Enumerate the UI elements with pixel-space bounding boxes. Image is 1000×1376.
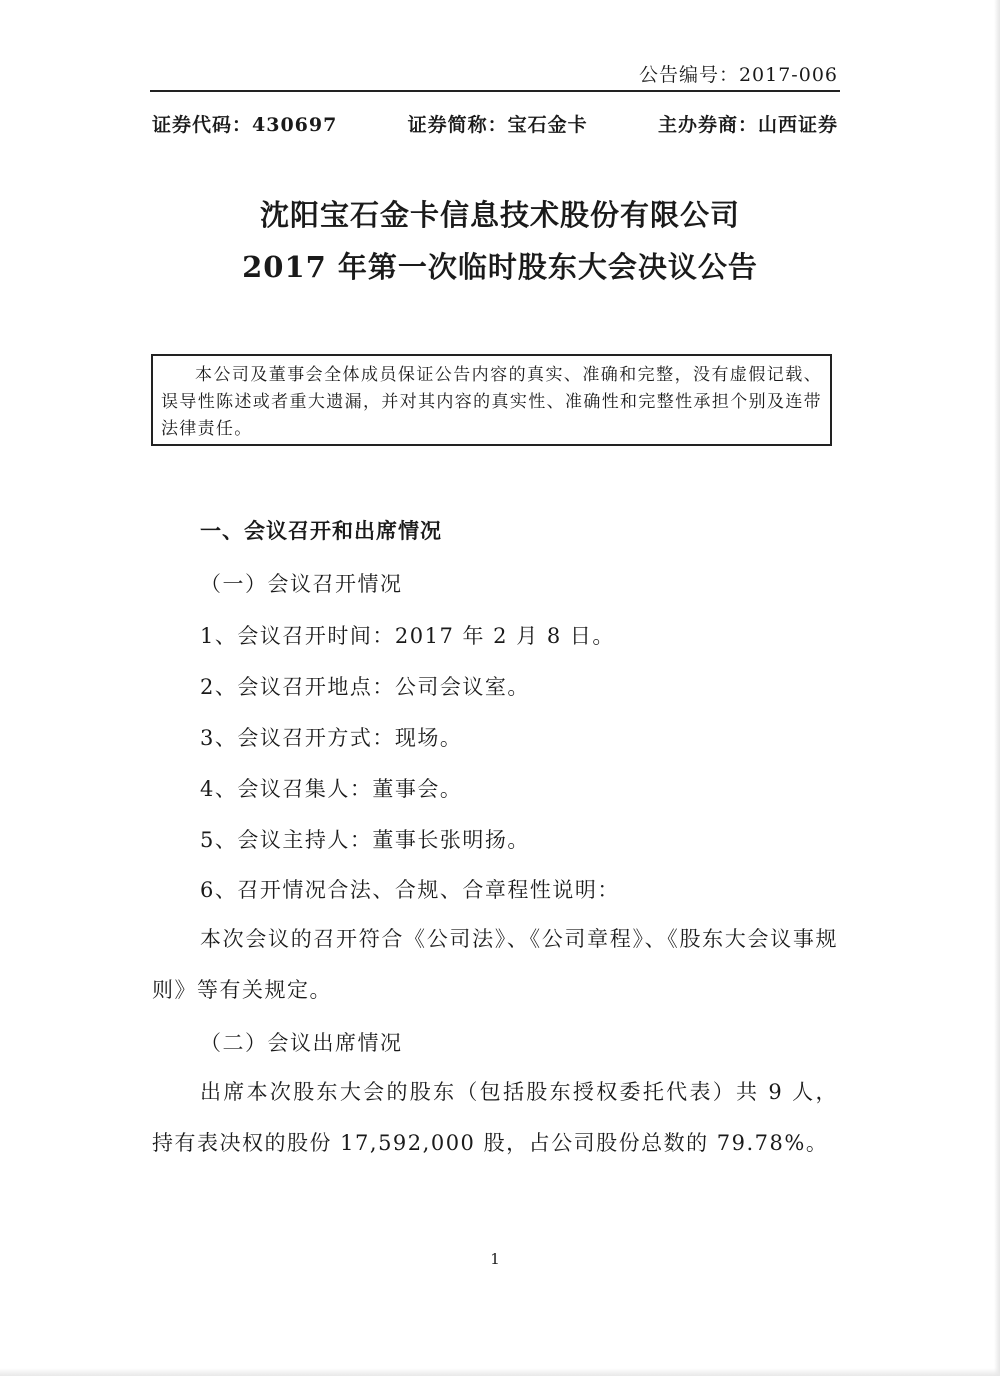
list-item-meeting-method: 3、会议召开方式：现场。 [200, 726, 463, 750]
list-item-legality: 6、召开情况合法、合规、合章程性说明： [200, 878, 620, 902]
header-rule [150, 90, 840, 92]
list-item-meeting-time: 1、会议召开时间：2017 年 2 月 8 日。 [200, 624, 615, 648]
attendance-paragraph: 出席本次股东大会的股东（包括股东授权委托代表）共 9 人，持有表决权的股份 17,592,000 股，占公司股份总数的 79.78%。 [152, 1080, 838, 1155]
securities-short-name: 证券简称：宝石金卡 [407, 114, 588, 136]
scan-edge-right [994, 0, 1000, 1376]
legality-paragraph: 本次会议的召开符合《公司法》、《公司章程》、《股东大会议事规则》等有关规定。 [152, 927, 838, 1002]
announcement-title: 2017 年第一次临时股东大会决议公告 [242, 250, 758, 284]
lead-broker: 主办券商：山西证券 [657, 114, 838, 136]
disclaimer-box: 本公司及董事会全体成员保证公告内容的真实、准确和完整，没有虚假记载、误导性陈述或者重大遗漏，并对其内容的真实性、准确性和完整性承担个别及连带法律责任。 [151, 354, 832, 446]
section-heading-meeting: 一、会议召开和出席情况 [200, 518, 442, 543]
list-item-chair: 5、会议主持人：董事长张明扬。 [200, 828, 530, 852]
list-item-convener: 4、会议召集人：董事会。 [200, 777, 463, 801]
securities-code: 证券代码：430697 [152, 114, 338, 136]
scan-edge-bottom [0, 1368, 1000, 1376]
announcement-number: 公告编号：2017-006 [638, 64, 838, 86]
subsection-heading-convening: （一）会议召开情况 [200, 572, 403, 596]
page-number: 1 [490, 1250, 500, 1268]
list-item-meeting-place: 2、会议召开地点：公司会议室。 [200, 675, 530, 699]
securities-info-row [152, 110, 838, 137]
subsection-heading-attendance: （二）会议出席情况 [200, 1031, 403, 1055]
company-name-title: 沈阳宝石金卡信息技术股份有限公司 [259, 198, 740, 232]
